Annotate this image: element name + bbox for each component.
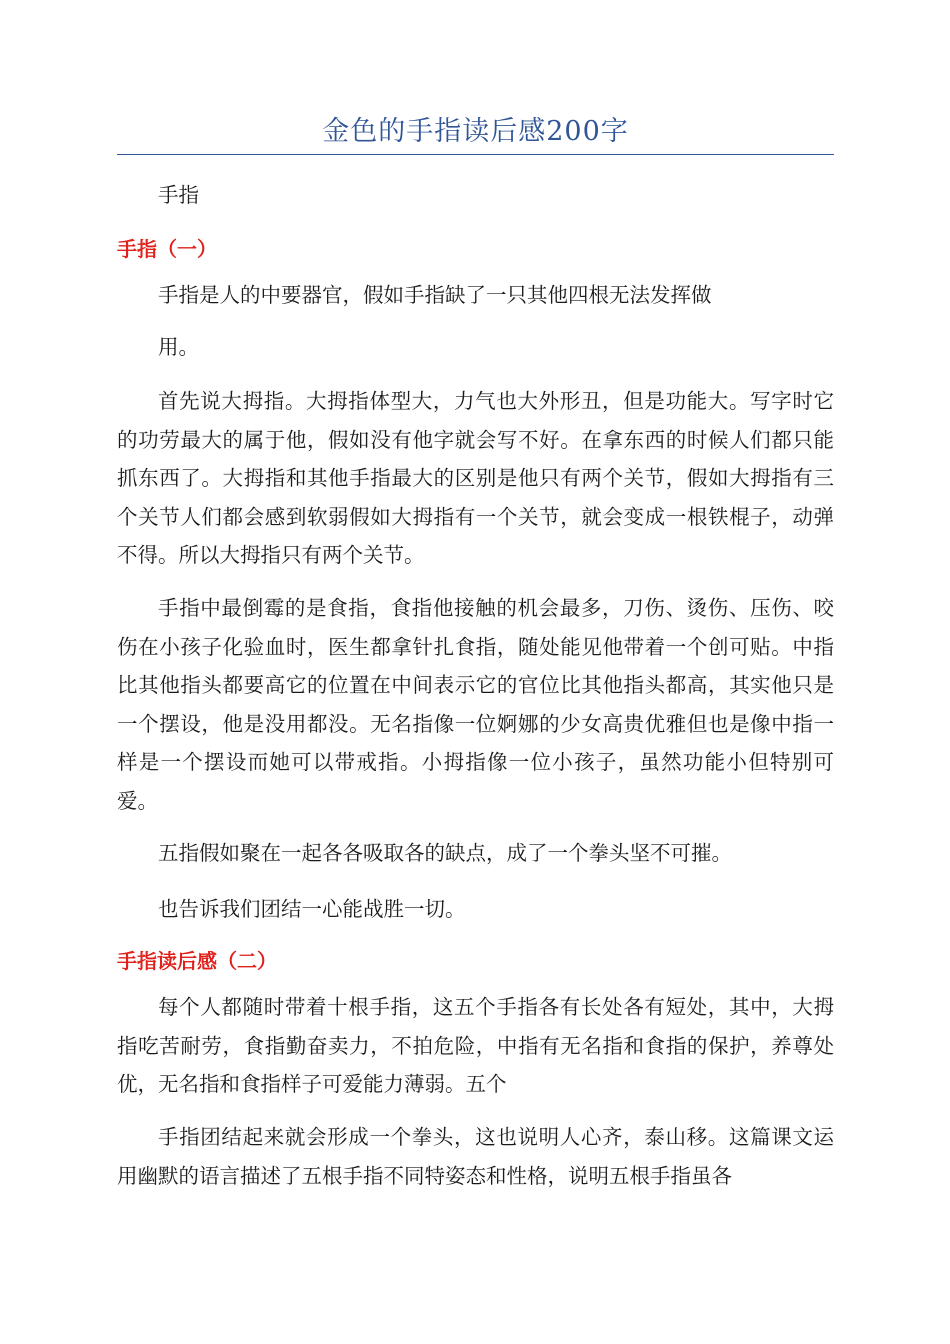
intro-paragraph: 手指 <box>158 183 199 207</box>
paragraph: 手指中最倒霉的是食指，食指他接触的机会最多，刀伤、烫伤、压伤、咬伤在小孩子化验血时，医生都拿针扎食指，随处能见他带着一个创可贴。中指比其他指头都要高它的位置在中间表示它的官位比其他指头都高，其实他只是一个摆设，他是没用都没。无名指像一位婀娜的少女高贵优雅但也是像中指一样是一个摆设而她可以带戒指。小拇指像一位小孩子，虽然功能小但特别可爱。 <box>117 596 834 813</box>
section-heading-2: 手指读后感（二） <box>117 949 277 973</box>
paragraph: 五指假如聚在一起各各吸取各的缺点，成了一个拳头坚不可摧。 <box>158 841 732 865</box>
paragraph: 也告诉我们团结一心能战胜一切。 <box>158 897 466 921</box>
paragraph: 首先说大拇指。大拇指体型大，力气也大外形丑，但是功能大。写字时它的功劳最大的属于他，假如没有他字就会写不好。在拿东西的时候人们都只能抓东西了。大拇指和其他手指最大的区别是他只有两个关节，假如大拇指有三个关节人们都会感到软弱假如大拇指有一个关节，就会变成一根铁棍子，动弹不得。所以大拇指只有两个关节。 <box>117 389 834 567</box>
paragraph: 用。 <box>158 335 199 359</box>
paragraph: 每个人都随时带着十根手指，这五个手指各有长处各有短处，其中，大拇指吃苦耐劳，食指勤奋卖力，不拍危险，中指有无名指和食指的保护，养尊处优，无名指和食指样子可爱能力薄弱。五个 <box>117 995 834 1096</box>
document-title: 金色的手指读后感200字 <box>322 116 629 147</box>
paragraph: 手指团结起来就会形成一个拳头，这也说明人心齐，泰山移。这篇课文运用幽默的语言描述了五根手指不同特姿态和性格，说明五根手指虽各 <box>117 1125 834 1188</box>
title-underline <box>117 154 834 155</box>
paragraph: 手指是人的中要器官，假如手指缺了一只其他四根无法发挥做 <box>158 283 712 307</box>
section-heading-1: 手指（一） <box>117 237 217 261</box>
